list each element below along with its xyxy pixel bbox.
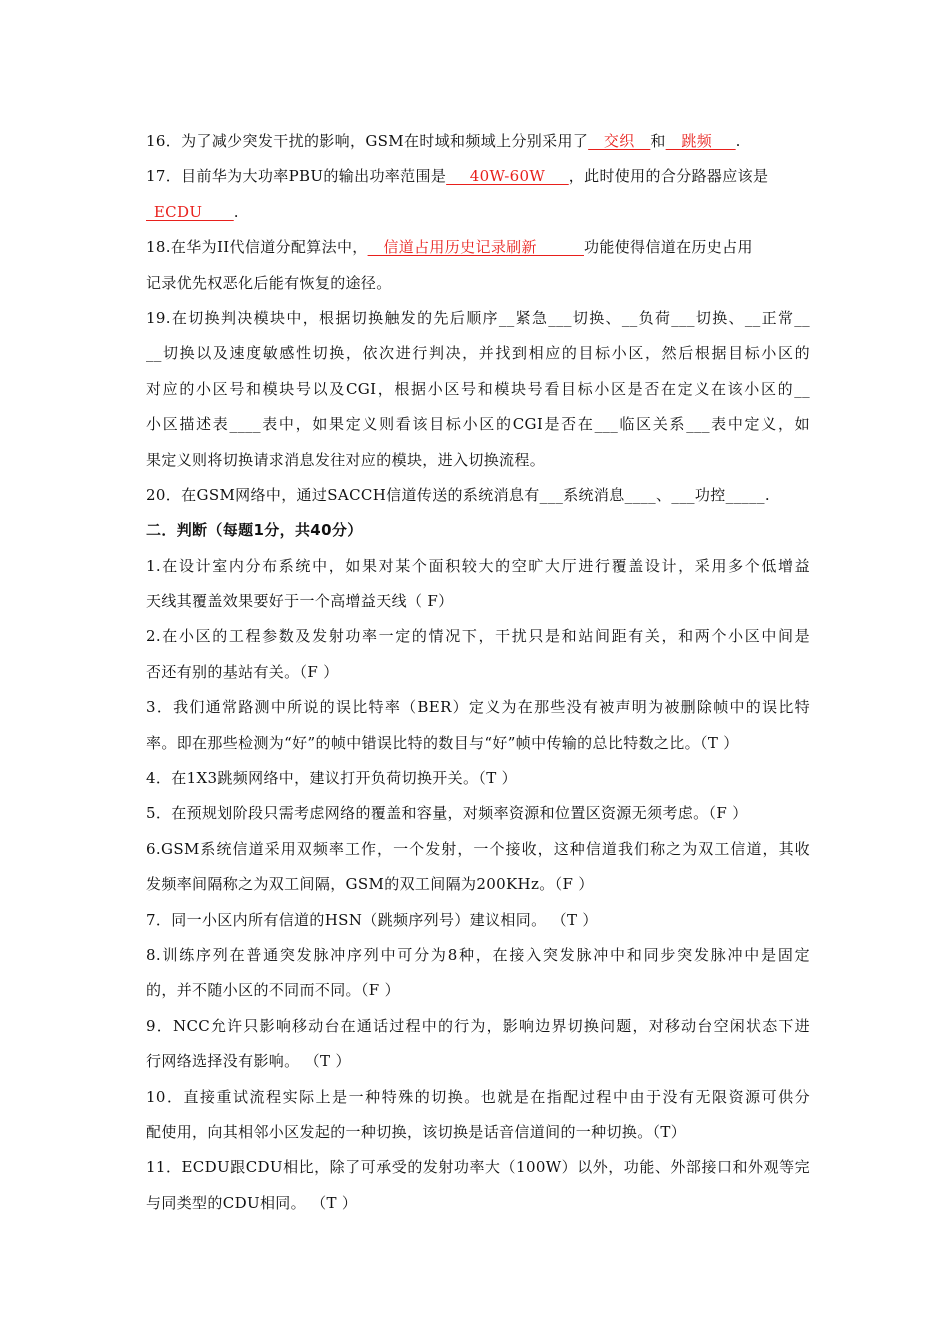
question-17-continued (146, 195, 810, 230)
question-line: 的，并不随小区的不同而不同。（F ） (146, 981, 400, 1000)
question-item (146, 903, 810, 938)
question-text: 17．目前华为大功率PBU的输出功率范围是 (146, 167, 447, 186)
question-text: 功能使得信道在历史占用 (583, 238, 753, 257)
question-18-continued: 记录优先权恶化后能有恢复的途径。 (146, 273, 392, 292)
question-line: 1.在设计室内分布系统中，如果对某个面积较大的空旷大厅进行覆盖设计，采用多个低增益 (146, 556, 810, 575)
question-item (146, 1009, 810, 1080)
answer-blank: _ECDU____ (146, 202, 234, 221)
question-text: 18.在华为II代信道分配算法中， (146, 238, 368, 257)
question-item (146, 1080, 810, 1151)
question-line: 与同类型的CDU相同。 （T ） (146, 1193, 358, 1212)
question-line: 11．ECDU跟CDU相比，除了可承受的发射功率大（100W）以外，功能、外部接口和外观等完 (146, 1158, 810, 1177)
question-19-line-3: 对应的小区号和模块号以及CGI，根据小区号和模块号看目标小区是否在定义在该小区的__ (146, 379, 810, 398)
question-line: 发频率间隔称之为双工间隔，GSM的双工间隔为200KHz。（F ） (146, 875, 594, 894)
question-text: . (735, 132, 741, 150)
document-page (146, 124, 810, 1221)
question-line: 5．在预规划阶段只需考虑网络的覆盖和容量，对频率资源和位置区资源无须考虑。（F ） (146, 804, 748, 823)
question-item (146, 619, 810, 690)
question-line: 9．NCC允许只影响移动台在通话过程中的行为，影响边界切换问题，对移动台空闲状态下进 (146, 1016, 810, 1035)
question-line: 8.训练序列在普通突发脉冲序列中可分为8种，在接入突发脉冲中和同步突发脉冲中是固定 (146, 945, 810, 964)
question-line: 否还有别的基站有关。（F ） (146, 662, 339, 681)
true-false-list (146, 549, 810, 1221)
question-line: 配使用，向其相邻小区发起的一种切换，该切换是话音信道间的一种切换。（T） (146, 1122, 687, 1141)
question-line: 率。即在那些检测为“好”的帧中错误比特的数目与“好”帧中传输的总比特数之比。（T ） (146, 733, 739, 752)
question-line: 6.GSM系统信道采用双频率工作，一个发射，一个接收，这种信道我们称之为双工信道，其收 (146, 839, 810, 858)
answer-blank: ___40W-60W___ (446, 167, 569, 186)
question-item (146, 761, 810, 796)
question-item (146, 690, 810, 761)
question-19-line-1: 19.在切换判决模块中，根据切换触发的先后顺序__紧急___切换、__负荷___切换、__正常__ (146, 308, 810, 327)
question-item (146, 938, 810, 1009)
question-item (146, 1150, 810, 1221)
question-item (146, 549, 810, 620)
answer-blank: __跳频___ (665, 132, 736, 150)
question-18 (146, 230, 810, 265)
question-line: 3．我们通常路测中所说的误比特率（BER）定义为在那些没有被声明为被删除帧中的误比特 (146, 698, 810, 717)
question-line: 行网络选择没有影响。 （T ） (146, 1052, 351, 1071)
question-item (146, 796, 810, 831)
question-line: 2.在小区的工程参数及发射功率一定的情况下，干扰只是和站间距有关，和两个小区中间是 (146, 627, 810, 646)
answer-blank: __信道占用历史记录刷新______ (367, 238, 584, 257)
question-line: 4．在1X3跳频网络中，建议打开负荷切换开关。（T ） (146, 769, 518, 788)
question-item (146, 832, 810, 903)
question-19-line-4: 小区描述表____表中，如果定义则看该目标小区的CGI是否在___临区关系___表中定义，如 (146, 415, 810, 434)
question-line: 天线其覆盖效果要好于一个高增益天线（ F） (146, 592, 454, 611)
question-19-line-2: __切换以及速度敏感性切换，依次进行判决，并找到相应的目标小区，然后根据目标小区的 (146, 344, 810, 363)
answer-blank: __交织__ (588, 132, 651, 150)
question-line: 10．直接重试流程实际上是一种特殊的切换。也就是在指配过程中由于没有无限资源可供分 (146, 1087, 810, 1106)
question-17 (146, 159, 810, 194)
section-heading: 二．判断（每题1分，共40分） (146, 521, 363, 540)
question-text: 16．为了减少突发干扰的影响，GSM在时域和频域上分别采用了 (146, 132, 589, 150)
question-16 (146, 124, 810, 159)
question-line: 7．同一小区内所有信道的HSN（跳频序列号）建议相同。 （T ） (146, 910, 598, 929)
question-text: ，此时使用的合分路器应该是 (568, 167, 769, 186)
question-19-line-5: 果定义则将切换请求消息发往对应的模块，进入切换流程。 (146, 450, 546, 469)
question-text: . (233, 202, 239, 221)
question-20: 20．在GSM网络中，通过SACCH信道传送的系统消息有___系统消息____、___功控_____. (146, 485, 770, 504)
question-text: 和 (650, 132, 666, 150)
